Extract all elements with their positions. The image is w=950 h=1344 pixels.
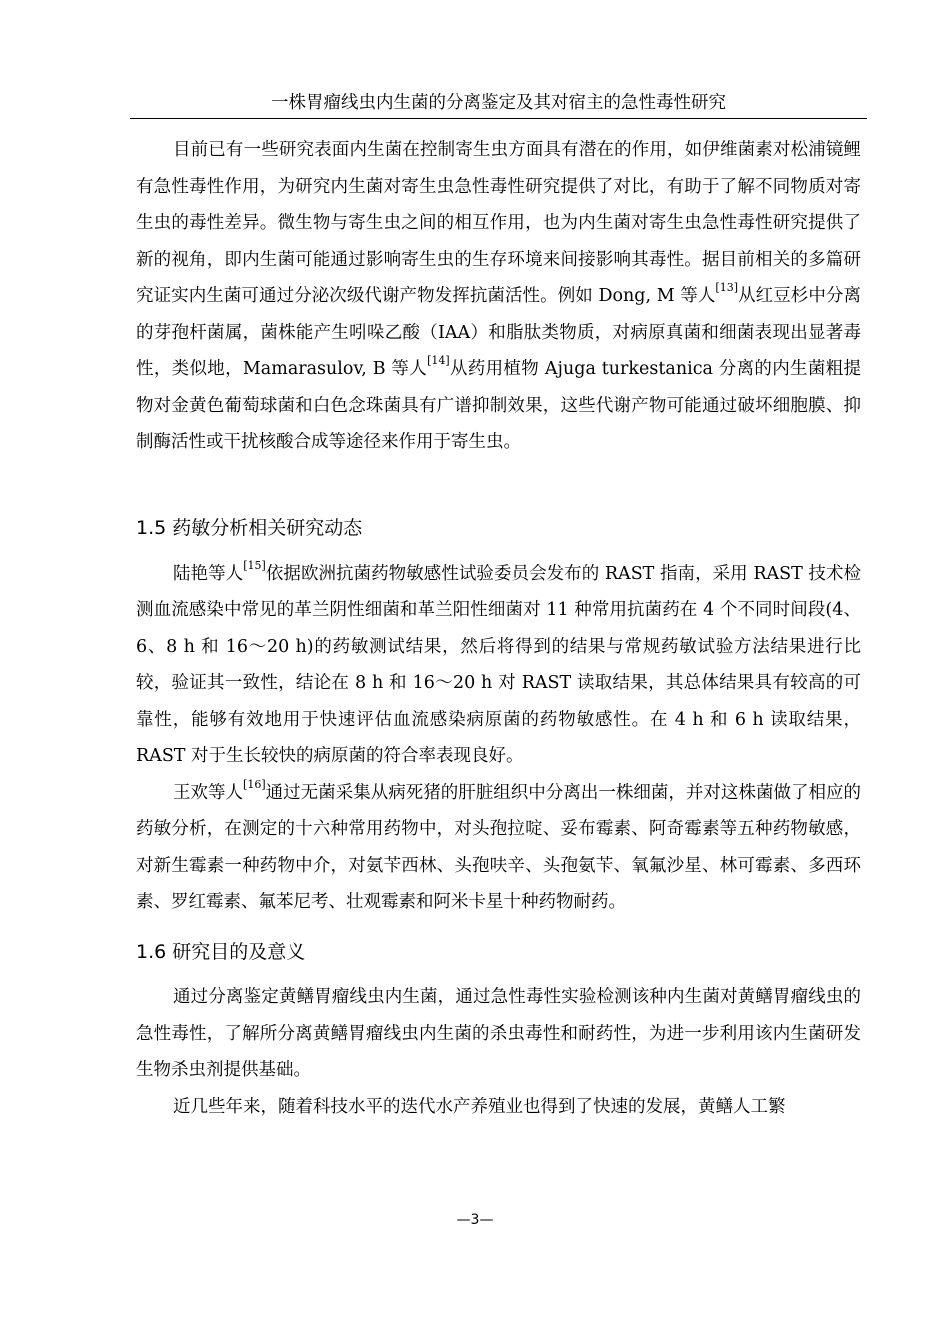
paragraph-endophyte-parasite — [136, 132, 861, 497]
paragraph-text: 依据欧洲抗菌药物敏感性试验委员会发布的 RAST 指南，采用 RAST 技术检测血流感染中常见的革兰阴性细菌和革兰阳性细菌对 11 种常用抗菌药在 4 个不同时间段(4、6、8 h 和 16～20 h)的药敏测试结果，然后将得到的结果与常规药敏试验方法结果进行比较，验证其一致性，结论在 8 h 和 16～20 h 对 RAST 读取结果，其总体结果具有较高的可靠性，能够有效地用于快速评估血流感染病原菌的药物敏感性。在 4 h 和 6 h 读取结果，RAST 对于生长较快的病原菌的符合率表现良好。 — [136, 563, 862, 766]
page-body — [136, 132, 861, 1125]
section-heading-1-5: 1.5 药敏分析相关研究动态 — [136, 517, 363, 539]
citation-ref: [16] — [243, 777, 266, 791]
paragraph-research-purpose: 通过分离鉴定黄鳝胃瘤线虫内生菌，通过急性毒性实验检测该种内生菌对黄鳝胃瘤线虫的急性毒性，了解所分离黄鳝胃瘤线虫内生菌的杀虫毒性和耐药性，为进一步利用该内生菌研发生物杀虫剂提供基础。 — [136, 987, 861, 1080]
running-header — [130, 88, 867, 119]
citation-ref: [13] — [715, 281, 738, 294]
paragraph-aquaculture-intro: 近几些年来，随着科技水平的迭代水产养殖业也得到了快速的发展，黄鳝人工繁 — [173, 1096, 786, 1117]
paragraph-rast-study — [136, 556, 861, 775]
paragraph-text: 从药用植物 Ajuga turkestanica 分离的内生菌粗提物对金黄色葡萄球菌和白色念珠菌具有广谱抑制效果，这些代谢产物可能通过破坏细胞膜、抑制酶活性或干扰核酸合成等途径来作用于寄生虫。 — [136, 359, 862, 452]
citation-ref: [14] — [427, 354, 450, 367]
page-footer — [0, 1212, 950, 1228]
paragraph-text: 目前已有一些研究表面内生菌在控制寄生虫方面具有潜在的作用，如伊维菌素对松浦镜鲤有急性毒性作用，为研究内生菌对寄生虫急性毒性研究提供了对比，有助于了解不同物质对寄生虫的毒性差异。微生物与寄生虫之间的相互作用，也为内生菌对寄生虫急性毒性研究提供了新的视角，即内生菌可能通过影响寄生虫的生存环境来间接影响其毒性。据目前相关的多篇研究证实内生菌可通过分泌次级代谢产物发挥抗菌活性。例如 Dong, M 等人 — [136, 140, 861, 306]
paragraph-text: 从红豆杉中分离的芽孢杆菌属，菌株能产生吲哚乙酸（IAA）和脂肽类物质，对病原真菌和细菌表现出显著毒性，类似地，Mamarasulov, B 等人 — [136, 286, 861, 379]
paragraph-pig-liver-study — [136, 775, 861, 921]
section-heading-1-6: 1.6 研究目的及意义 — [136, 940, 306, 963]
citation-ref: [15] — [243, 558, 266, 572]
running-header-title: 一株胃瘤线虫内生菌的分离鉴定及其对宿主的急性毒性研究 — [271, 93, 726, 113]
paragraph-text: 通过无菌采集从病死猪的肝脏组织中分离出一株细菌，并对这株菌做了相应的药敏分析，在测定的十六种常用药物中，对头孢拉啶、妥布霉素、阿奇霉素等五种药物敏感，对新生霉素一种药物中介，对氨苄西林、头孢呋辛、头孢氨苄、氧氟沙星、林可霉素、多西环素、罗红霉素、氟苯尼考、壮观霉素和阿米卡星十种药物耐药。 — [136, 782, 862, 912]
paragraph-text: 王欢等人 — [173, 782, 244, 803]
page-number: —3— — [456, 1212, 494, 1228]
paragraph-text: 陆艳等人 — [173, 563, 244, 584]
